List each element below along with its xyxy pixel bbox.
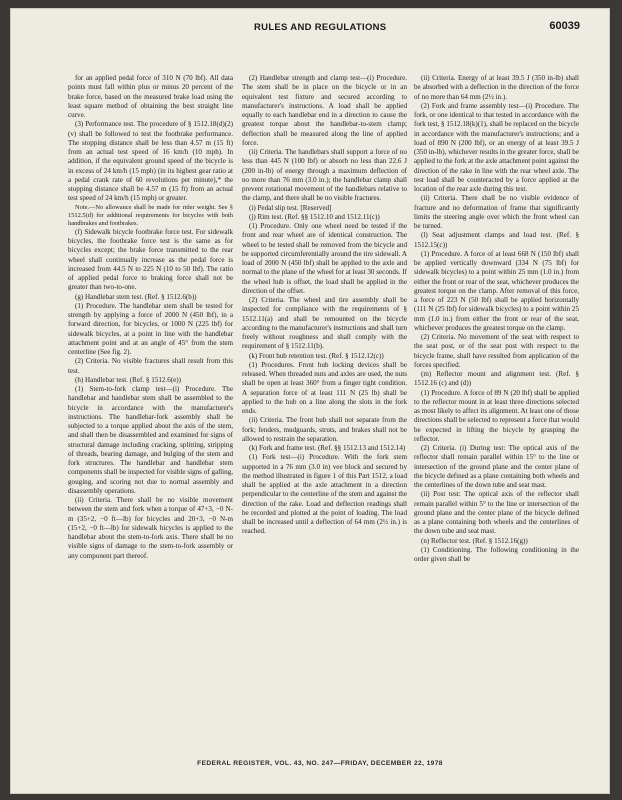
paragraph: (g) Handlebar stem test. (Ref. § 1512.6(b)) [75, 292, 197, 301]
text-column-2 [242, 74, 407, 752]
paragraph: for an applied pedal force of 310 N (70 lbf). All data points must fall within plus or minus 20 percent of the brake force, based on the measured brake load using the least square method of obtaining the best straight line curve. [68, 74, 233, 119]
paragraph: (1) Procedure. Only one wheel need be tested if the front and rear wheel are of identical construction. The wheel to be tested shall be removed from the bicycle and be supported circumferentially around the tire sidewall. A load of 2000 N (450 lbf) shall be applied to the axle and normal to the plane of the wheel for at least 30 seconds. If the wheel hub is offset, the load shall be applied in the direction of the offset. [242, 222, 407, 295]
note-paragraph: Note.—No allowance shall be made for rider weight. See § 1512.5(d) for additional requirements for bicycles with both handbrakes and footbrakes. [68, 203, 233, 227]
paragraph: (1) Procedure. A force of 89 N (20 lbf) shall be applied to the reflector mount in at least three directions selected as most likely to affect its alignment. At least one of those directions shall be selected to represent a force that would be expected in lifting the bicycle by grasping the reflector. [414, 388, 579, 443]
page-footer [10, 760, 610, 767]
footer-citation: FEDERAL REGISTER, VOL. 43, NO. 247—FRIDAY, DECEMBER 22, 1978 [197, 760, 443, 767]
paragraph: (ii) Criteria. The front hub shall not separate from the fork; fenders, mudguards, struts, and brakes shall not be allowed to restrain the separation. [242, 416, 407, 443]
paragraph: (1) Fork test—(i) Procedure. With the fork stem supported in a 76 mm (3.0 in) vee block and secured by the method illustrated in figure 1 of this Part 1512, a load shall be applied at the axle attachment in a direction perpendicular to the centerline of the stem and against the direction of the rake. Load and deflection readings shall be recorded and plotted at the point of loading. The load shall be increased until a deflection of 64 mm (2½ in.) is reached. [242, 453, 407, 536]
paragraph: (k) Fork and frame test. (Ref. §§ 1512.13 and 1512.14) [249, 444, 406, 452]
paragraph: (k) Front hub retention test. (Ref. § 1512.12(c)) [249, 351, 384, 360]
paragraph: (m) Reflector mount and alignment test. (Ref. § 1512.16 (c) and (d)) [414, 370, 579, 388]
paragraph: (n) Reflector test. (Ref. § 1512.16(g)) [421, 536, 528, 545]
paragraph: (1) Stem-to-fork clamp test—(i) Procedure. The handlebar and handlebar stem shall be assembled to the bicycle in accordance with the manufacturer's instructions. The handlebar-fork assembly shall be subjected to a torque applied about the axis of the stem, and shall then be disassembled and examined for signs of structural damage including cracking, splitting, stripping of threads, bearing damage, and bulging of the stem and fork structures. The handlebar and handlebar stem components shall be inspected for visible signs of galling, gouging, and scoring not due to normal assembly and disassembly operations. [68, 385, 233, 495]
running-head-title: RULES AND REGULATIONS [254, 22, 387, 33]
paragraph: (j) Rim test. (Ref. §§ 1512.10 and 1512.11(c)) [249, 212, 380, 221]
page-number: 60039 [549, 20, 580, 32]
paragraph: (f) Sidewalk bicycle footbrake force test. For sidewalk bicycles, the footbrake force test is the same as for bicycles except; the brake force transmitted to the rear wheel shall continually increase as the pedal force is increased from 44.5 N to 225 N (10 to 50 lbf). The ratio of applied pedal force to braking force shall not be greater than two-to-one. [68, 227, 233, 292]
paragraph: (1) Procedures. Front hub locking devices shall be released. When threaded nuts and axles are used, the nuts shall be open at least 360° from a finger tight condition. A separation force of at least 111 N (25 lb) shall be applied to the hub on a line along the slots in the fork ends. [242, 360, 407, 415]
page-header [10, 8, 610, 38]
paragraph: (i) Pedal slip test. [Reserved] [249, 203, 332, 212]
paragraph: (l) Seat adjustment clamps and load test. (Ref. § 1512.15(c)) [414, 231, 579, 249]
paragraph: (2) Criteria. (i) During test: The optical axis of the reflector shall remain parallel within 15° to the line or intersection of the ground plane and the center plane of the bicycle defined as a plane containing both wheels and the centerlines of the down tube and seat mast. [414, 444, 579, 489]
paragraph: (2) Criteria. The wheel and tire assembly shall be inspected for compliance with the requirements of § 1512.11(a) and shall be remounted on the bicycle according to the manufacturer's instructions and shall turn freely without roughness and shall comply with the requirement of § 1512.11(b). [242, 296, 407, 351]
text-column-1 [68, 74, 233, 752]
paragraph: (ii) Criteria. There shall be no visible evidence of fracture and no deformation of frame that significantly limits the steering angle over which the front wheel can be turned. [414, 194, 579, 230]
paragraph: (2) Handlebar strength and clamp test—(i) Procedure. The stem shall be in place on the bicycle or in an equivalent test fixture and secured according to manufacturer's instructions. A load shall be applied equally to each handlebar end in a direction to cause the greatest torque about the handlebar-to-stem clamp; deflection shall be measured along the line of applied force. [242, 74, 407, 147]
document-page [10, 8, 610, 794]
text-column-3 [414, 74, 579, 752]
paragraph: (ii) Criteria. The handlebars shall support a force of no less than 445 N (100 lbf) or absorb no less than 22.6 J (200 in-lb) of energy through a maximum deflection of no more than 76 mm (3.0 in.); the handlebar clamp shall prevent rotational movement of the handlebars relative to the clamp, and there shall be no visible fractures. [242, 148, 407, 203]
paragraph: (2) Criteria. No visible fractures shall result from this test. [68, 357, 233, 375]
paragraph: (1) Procedure. A force of at least 668 N (150 lbf) shall be applied vertically downward (334 N (75 lbf) for sidewalk bicycles) to a point within 25 mm (1.0 in.) from either the front or rear of the seat, whichever produces the greatest torque on the clamp. After removal of this force, a force of 223 N (50 lbf) shall be applied horizontally (111 N (25 lbf) for sidewalk bicycles) to a point within 25 mm (1.0 in.) from either the front or rear of the seat, whichever produces the greatest torque on the clamp. [414, 249, 579, 332]
paragraph: (1) Procedure. The handlebar stem shall be tested for strength by applying a force of 2000 N (450 lbf), in a forward direction, for bicycles, or 1000 N (225 lbf) for sidewalk bicycles, at a point in line with the handlebar attachment point and at an angle of 45° from the stem centerline (See fig. 2). [68, 301, 233, 357]
paragraph: (ii) Post test: The optical axis of the reflector shall remain parallel within 5° to the line or intersection of the ground plane and the center plane of the bicycle defined as a plane containing both wheels and the centerlines of the down tube and seat mast. [414, 490, 579, 536]
paragraph: (3) Performance test. The procedure of § 1512.18(d)(2)(v) shall be followed to test the footbrake performance. The stopping distance shall be less than 4.57 m (15 ft) from an actual test speed of 16 km/h (10 mph). In addition, if the equivalent ground speed of the bicycle is in excess of 24 km/h (15 mph) (in its highest gear ratio at a pedal crank rate of 60 revolutions per minute),* the stopping distance shall be 4.57 m (15 ft) from an actual test speed of 24 km/h (15 mph) or greater. [68, 120, 233, 203]
paragraph: (h) Handlebar test. (Ref. § 1512.6(e)) [75, 375, 181, 384]
paragraph: (1) Conditioning. The following conditioning in the order given shall be [414, 545, 579, 563]
paragraph: (ii) Criteria. Energy of at least 39.5 J (350 in-lb) shall be absorbed with a deflection in the direction of the force of no more than 64 mm (2½ in.). [414, 74, 579, 101]
paragraph: (2) Fork and frame assembly test—(i) Procedure. The fork, or one identical to that tested in accordance with the fork test, § 1512.18(k)(1), shall be replaced on the bicycle in accordance with the manufacturer's instructions; and a load of 890 N (200 lbf), or an energy of at least 39.5 J (350 in-lb), whichever results in the greater force, shall be applied to the fork at the axle attachment point against the direction of the rake in line with the rear wheel axle. The test load shall be counteracted by a force applied at the location of the rear axle during this test. [414, 101, 579, 193]
paragraph: (2) Criteria. No movement of the seat with respect to the seat post, or of the seat post with respect to the bicycle frame, shall have resulted from application of the forces specified. [414, 333, 579, 369]
paragraph: (ii) Criteria. There shall be no visible movement between the stem and fork when a torque of 47+3, −0 N-m (35+2, −0 ft—lb) for bicycles and 20+3, −0 N-m (15+2, −0 ft—lb) for sidewalk bicycles is applied to the handlebar about the stem-to-fork axis. There shall be no visible signs of damage to the stem-to-fork assembly or any component part thereof. [68, 496, 233, 560]
